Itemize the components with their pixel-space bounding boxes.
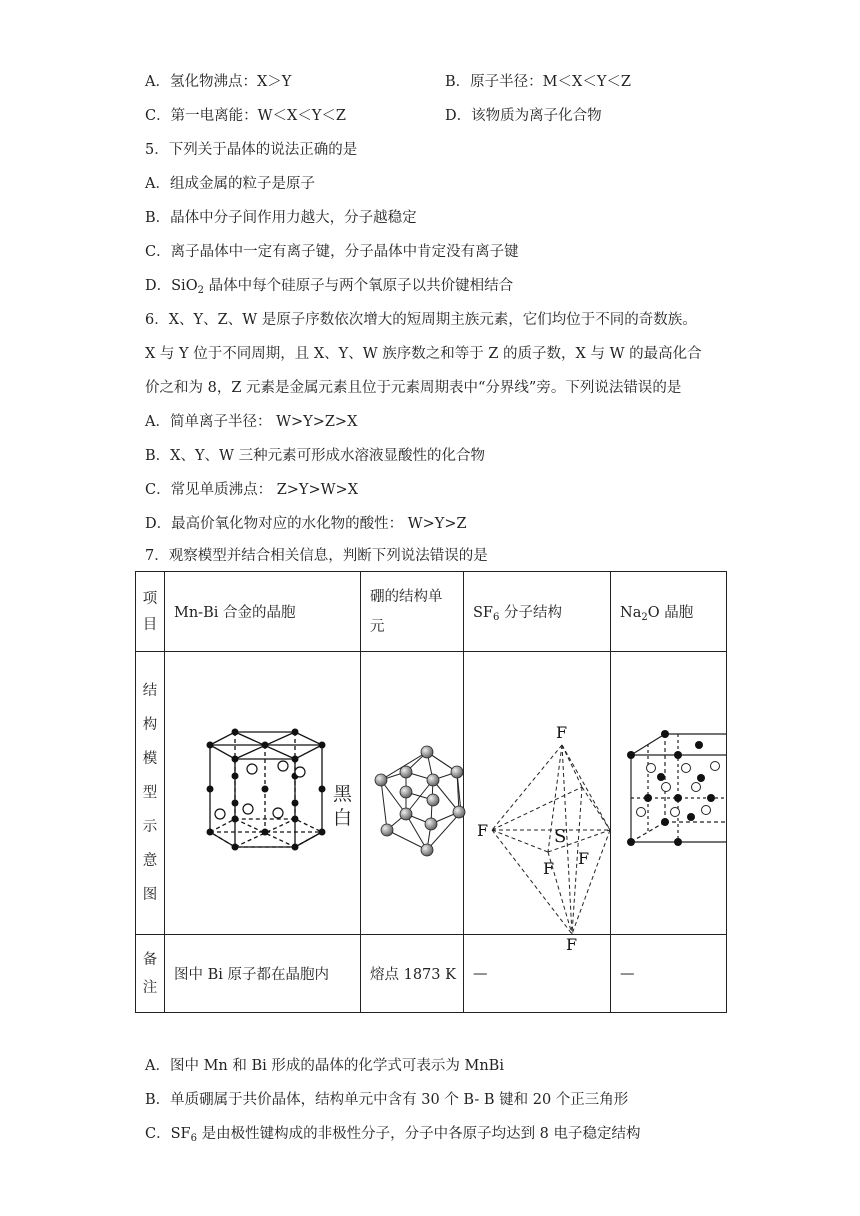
col-header-mnbi: Mn-Bi 合金的晶胞 bbox=[165, 572, 361, 652]
mnbi-hexagonal-cell-diagram bbox=[165, 652, 351, 934]
fluorine-label: F bbox=[566, 935, 578, 954]
option-text: 第一电离能：W＜X＜Y＜Z bbox=[170, 108, 346, 124]
option-text: 氢化物沸点：X＞Y bbox=[169, 74, 292, 90]
q5-option-d bbox=[145, 276, 513, 296]
vertical-char: 型 bbox=[142, 785, 158, 801]
table-row-notes bbox=[136, 935, 727, 1013]
q6-option-d: D．最高价氧化物对应的水化物的酸性： W>Y>Z bbox=[145, 516, 467, 532]
boron-icosahedron-diagram bbox=[361, 652, 463, 934]
header-text: O 晶胞 bbox=[647, 605, 694, 621]
header-text: 分子结构 bbox=[499, 605, 562, 621]
q5-option-b: B．晶体中分子间作用力越大，分子越稳定 bbox=[145, 210, 417, 226]
table-row-header bbox=[136, 572, 727, 652]
fluorine-label: F bbox=[543, 859, 555, 878]
q7-option-c bbox=[145, 1124, 641, 1144]
note-sf6: — bbox=[464, 935, 611, 1013]
q6-option-b: B．X、Y、W 三种元素可形成水溶液显酸性的化合物 bbox=[145, 448, 486, 464]
vertical-label bbox=[136, 586, 164, 638]
row-head-cell bbox=[136, 935, 165, 1013]
q5-option-a: A．组成金属的粒子是原子 bbox=[145, 176, 315, 192]
q7-option-b: B．单质硼属于共价晶体，结构单元中含有 30 个 B- B 键和 20 个正三角形 bbox=[145, 1092, 629, 1108]
q5-option-c: C．离子晶体中一定有离子键，分子晶体中肯定没有离子键 bbox=[145, 244, 519, 260]
q6-stem-line1: 6．X、Y、Z、W 是原子序数依次增大的短周期主族元素，它们均位于不同的奇数族。 bbox=[145, 312, 697, 328]
note-boron: 熔点 1873 K bbox=[361, 935, 464, 1013]
sulfur-label: S bbox=[554, 826, 567, 847]
col-header-na2o bbox=[611, 572, 727, 652]
mnbi-model-cell bbox=[165, 652, 361, 935]
option-text: C．SF bbox=[145, 1126, 191, 1142]
vertical-char: 意 bbox=[142, 853, 158, 869]
q6-stem-line3: 价之和为 8，Z 元素是金属元素且位于元素周期表中“分界线”旁。下列说法错误的是 bbox=[145, 380, 682, 396]
vertical-char: 备 bbox=[142, 951, 158, 968]
q6-option-c: C．常见单质沸点： Z>Y>W>X bbox=[145, 482, 359, 498]
vertical-char: 构 bbox=[142, 717, 158, 733]
sf6-octahedron-diagram bbox=[464, 652, 610, 954]
legend-black-label: 黑 bbox=[333, 783, 353, 805]
note-na2o: — bbox=[611, 935, 727, 1013]
q4-option-b bbox=[445, 72, 631, 92]
option-text: D．SiO bbox=[145, 278, 198, 294]
vertical-char: 注 bbox=[142, 979, 158, 996]
option-text: 是由极性键构成的非极性分子，分子中各原子均达到 8 电子稳定结构 bbox=[196, 1126, 641, 1142]
option-label: D． bbox=[445, 108, 472, 124]
na2o-model-cell bbox=[611, 652, 727, 935]
row-head-cell bbox=[136, 652, 165, 935]
vertical-char: 示 bbox=[142, 819, 158, 835]
header-text: Na bbox=[620, 605, 642, 621]
subscript: 6 bbox=[493, 612, 500, 623]
q4-option-c bbox=[145, 106, 346, 126]
header-text: SF bbox=[473, 605, 493, 621]
fluorine-label: F bbox=[477, 821, 489, 840]
vertical-char: 项 bbox=[142, 590, 158, 607]
q7-option-a: A．图中 Mn 和 Bi 形成的晶体的化学式可表示为 MnBi bbox=[145, 1058, 504, 1074]
sf6-model-cell bbox=[464, 652, 611, 954]
col-header-sf6 bbox=[464, 572, 611, 652]
table-row-models bbox=[136, 652, 727, 935]
option-text: 晶体中每个硅原子与两个氧原子以共价键相结合 bbox=[203, 278, 514, 294]
na2o-cubic-cell-diagram bbox=[611, 652, 726, 934]
header-line: 元 bbox=[370, 618, 385, 635]
fluorine-label: F bbox=[556, 723, 568, 742]
col-header-boron bbox=[361, 572, 464, 652]
q4-option-a bbox=[145, 72, 291, 92]
legend-white-label: 白 bbox=[333, 807, 353, 829]
vertical-char: 模 bbox=[142, 751, 158, 767]
fluorine-label: F bbox=[578, 849, 590, 868]
vertical-label bbox=[136, 674, 164, 912]
q5-stem: 5．下列关于晶体的说法正确的是 bbox=[145, 142, 358, 158]
q4-option-d bbox=[445, 106, 602, 126]
option-text: 原子半径：M＜X＜Y＜Z bbox=[470, 74, 631, 90]
q6-stem-line2: X 与 Y 位于不同周期，且 X、Y、W 族序数之和等于 Z 的质子数，X 与 W 的最高化合 bbox=[145, 346, 702, 362]
header-line: 硼的结构单 bbox=[370, 588, 443, 605]
q7-table bbox=[135, 571, 727, 1013]
vertical-char: 目 bbox=[142, 616, 158, 633]
vertical-char: 图 bbox=[142, 887, 158, 903]
row-head-cell bbox=[136, 572, 165, 652]
subscript: 2 bbox=[641, 612, 648, 623]
q6-option-a: A．简单离子半径： W>Y>Z>X bbox=[145, 414, 358, 430]
option-text: 该物质为离子化合物 bbox=[471, 108, 602, 124]
note-mnbi: 图中 Bi 原子都在晶胞内 bbox=[165, 935, 361, 1013]
option-label: C． bbox=[145, 108, 171, 124]
option-label: B． bbox=[445, 74, 471, 90]
vertical-char: 结 bbox=[142, 683, 158, 699]
q7-stem: 7．观察模型并结合相关信息，判断下列说法错误的是 bbox=[145, 548, 488, 564]
boron-model-cell bbox=[361, 652, 464, 935]
vertical-label bbox=[136, 946, 164, 1002]
subscript: 6 bbox=[190, 1133, 197, 1144]
subscript: 2 bbox=[197, 285, 204, 296]
option-label: A． bbox=[145, 74, 170, 90]
